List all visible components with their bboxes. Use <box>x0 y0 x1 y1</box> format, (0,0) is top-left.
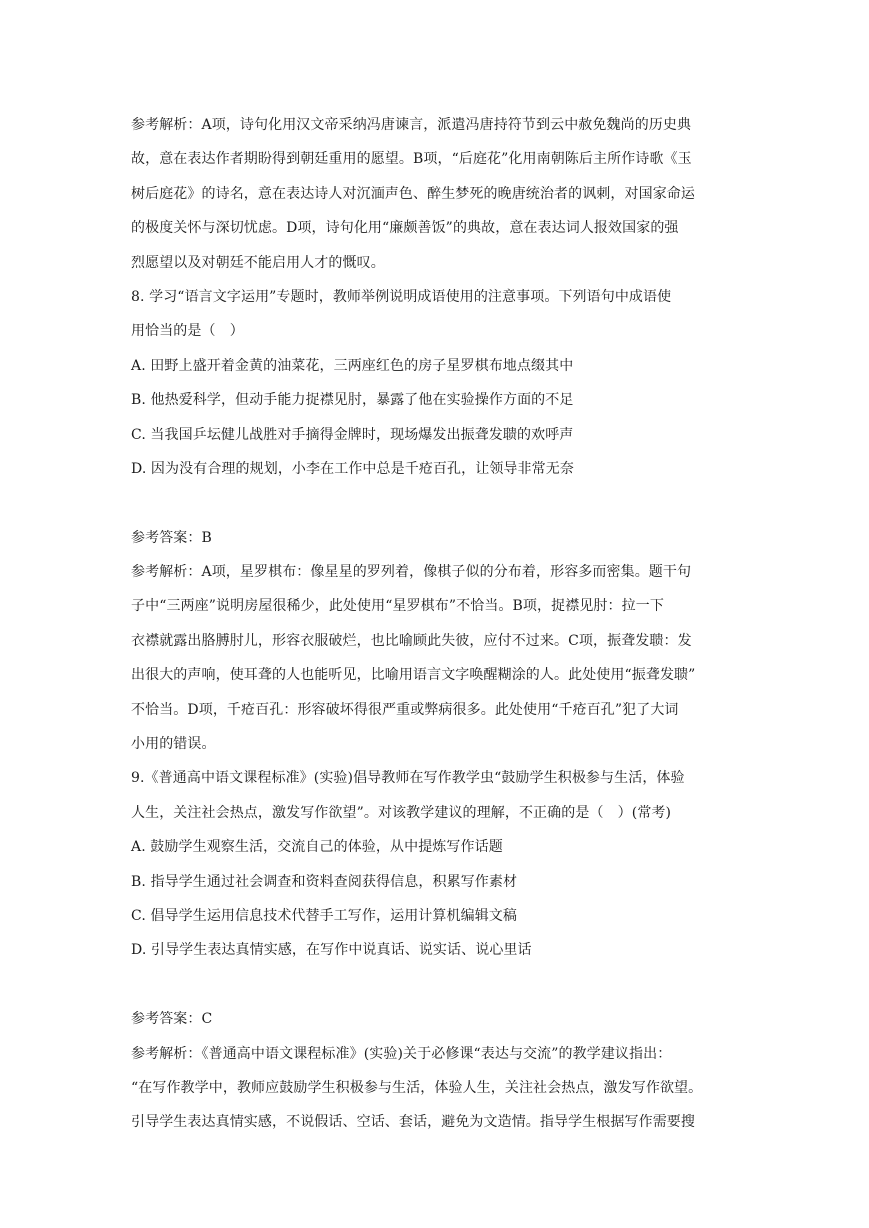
spacer <box>131 968 741 1002</box>
question-stem: 用恰当的是（ ） <box>131 323 244 340</box>
option-d: D. 引导学生表达真情实感，在写作中说真话、说实话、说心里话 <box>131 942 532 959</box>
analysis-line: 子中“三两座”说明房屋很稀少，此处使用“星罗棋布”不恰当。B项，捉襟见肘：拉一下 <box>131 598 664 615</box>
question-9 <box>131 761 741 1139</box>
text-line: 参考解析：A项，诗句化用汉文帝采纳冯唐谏言，派遣冯唐持符节到云中赦免魏尚的历史典 <box>131 117 692 133</box>
text-line: 故，意在表达作者期盼得到朝廷重用的愿望。B项，“后庭花”化用南朝陈后主所作诗歌《玉 <box>131 151 692 168</box>
question-8 <box>131 280 741 761</box>
text-line: 的极度关怀与深切忧虑。D项，诗句化用“廉颇善饭”的典故，意在表达词人报效国家的强 <box>131 220 679 237</box>
analysis-line: 参考解析：《普通高中语文课程标准》(实验)关于必修课“表达与交流”的教学建议指出： <box>131 1045 672 1062</box>
analysis-line: 衣襟就露出胳膊肘儿，形容衣服破烂，也比喻顾此失彼，应付不过来。C项，振聋发聩：发 <box>131 632 692 649</box>
text-line: 树后庭花》的诗名，意在表达诗人对沉湎声色、醉生梦死的晚唐统治者的讽刺，对国家命运 <box>131 185 695 202</box>
answer-line: 参考答案：B <box>131 529 212 546</box>
question-stem: 9.《普通高中语文课程标准》(实验)倡导教师在写作教学虫“鼓励学生积极参与生活，体验 <box>131 770 685 787</box>
text-line: 烈愿望以及对朝廷不能启用人才的慨叹。 <box>131 254 385 271</box>
analysis-line: “在写作教学中，教师应鼓励学生积极参与生活，体验人生，关注社会热点，激发写作欲望。 <box>131 1079 703 1096</box>
analysis-line: 不恰当。D项，千疮百孔：形容破坏得很严重或弊病很多。此处使用“千疮百孔”犯了大词 <box>131 701 679 718</box>
option-b: B. 指导学生通过社会调查和资料查阅获得信息，积累写作素材 <box>131 873 518 890</box>
option-d: D. 因为没有合理的规划，小李在工作中总是千疮百孔，让领导非常无奈 <box>131 460 574 477</box>
analysis-line: 出很大的声响，使耳聋的人也能听见，比喻用语言文字唤醒糊涂的人。此处使用“振聋发聩” <box>131 667 696 684</box>
option-a: A. 田野上盛开着金黄的油菜花，三两座红色的房子星罗棋布地点缀其中 <box>131 357 574 374</box>
analysis-line: 引导学生表达真情实感，不说假话、空话、套话，避免为文造情。指导学生根据写作需要搜 <box>131 1114 695 1131</box>
question-stem: 人生，关注社会热点，激发写作欲望”。对该教学建议的理解，不正确的是（ ）(常考) <box>131 804 672 821</box>
analysis-line: 参考解析：A项，星罗棋布：像星星的罗列着，像棋子似的分布着，形容多而密集。题干句 <box>131 564 692 581</box>
answer-line: 参考答案：C <box>131 1011 213 1028</box>
question-stem: 8. 学习“语言文字运用”专题时，教师举例说明成语使用的注意事项。下列语句中成语使 <box>131 288 672 305</box>
document-page <box>131 108 741 1140</box>
option-c: C. 当我国乒坛健儿战胜对手摘得金牌时，现场爆发出振聋发聩的欢呼声 <box>131 426 574 443</box>
option-c: C. 倡导学生运用信息技术代替手工写作，运用计算机编辑文稿 <box>131 907 518 924</box>
spacer <box>131 486 741 520</box>
analysis-line: 小用的错误。 <box>131 736 216 753</box>
option-b: B. 他热爱科学，但动手能力捉襟见肘，暴露了他在实验操作方面的不足 <box>131 392 574 409</box>
analysis-block-q7 <box>131 108 741 280</box>
option-a: A. 鼓励学生观察生活，交流自己的体验，从中提炼写作话题 <box>131 839 503 856</box>
